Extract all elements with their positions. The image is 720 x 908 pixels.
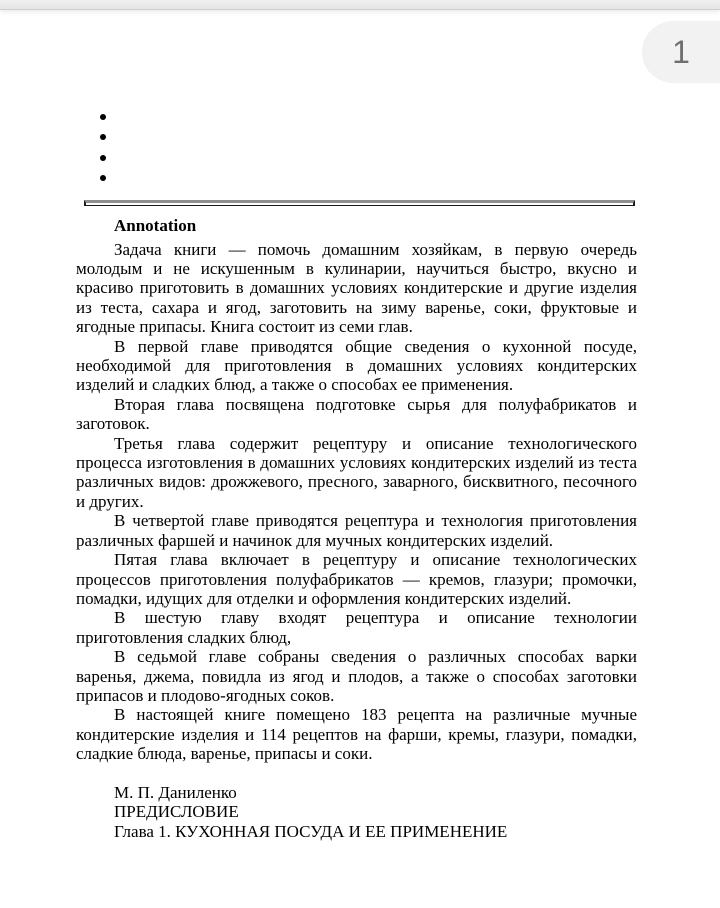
bullet-list <box>76 107 637 188</box>
top-status-bar <box>0 0 720 10</box>
list-item <box>76 148 637 168</box>
paragraph: В настоящей книге помещено 183 рецепта на различные мучные кондитерские изделия и 114 рецептов на фарши, кремы, глазури, помадки, сладкие блюда, варенье, припасы и соки. <box>76 705 637 764</box>
closing-line-chapter1: Глава 1. КУХОННАЯ ПОСУДА И ЕЕ ПРИМЕНЕНИЕ <box>114 821 508 841</box>
paragraph: Вторая глава посвящена подготовке сырья для полуфабрикатов и заготовок. <box>76 394 637 434</box>
bullet-icon <box>100 114 106 120</box>
list-item <box>76 127 637 147</box>
page-number: 1 <box>672 34 690 70</box>
paragraph: В первой главе приводятся общие сведения о кухонной посуде, необходимой для приготовления в домашних условиях кондитерских изделий и сладких блюд, а также о способах ее применения. <box>76 336 637 395</box>
paragraph: Задача книги — помочь домашним хозяйкам, в первую очередь молодым и не искушенным в кулинарии, научиться быстро, вкусно и красиво приготовить в домашних условиях кондитерские и другие изделия из теста, сахара и ягод, заготовить на зиму варенье, соки, фруктовые и ягодные припасы. Книга состоит из семи глав. <box>76 239 637 337</box>
closing-line-author: М. П. Даниленко <box>114 782 237 802</box>
bullet-icon <box>100 134 106 140</box>
closing-line-preface: ПРЕДИСЛОВИЕ <box>114 802 239 822</box>
paragraph: Пятая глава включает в рецептуру и описание технологических процессов приготовления полуфабрикатов — кремов, глазури; промочки, помадки, идущих для отделки и оформления кондитерских изделий. <box>76 550 637 608</box>
paragraph: В шестую главу входят рецептура и описание технологии приготовления сладких блюд, <box>76 608 637 647</box>
page-number-badge[interactable] <box>642 21 720 83</box>
list-item <box>76 107 637 127</box>
bullet-icon <box>100 175 106 181</box>
paragraph: Третья глава содержит рецептуру и описание технологического процесса изготовления в домашних условиях кондитерских изделий из теста различных видов: дрожжевого, пресного, заварного, бисквитного, песочного и других. <box>76 433 637 511</box>
paragraph: В седьмой главе собраны сведения о различных способах варки варенья, джема, повидла из ягод и плодов, а также о способах заготовки припасов и плодово-ягодных соков. <box>76 647 637 705</box>
section-divider <box>84 200 635 206</box>
list-item <box>76 168 637 188</box>
paragraph: В четвертой главе приводятся рецептура и технология приготовления различных фаршей и начинок для мучных кондитерских изделий. <box>76 511 637 550</box>
blank-line <box>76 764 637 783</box>
annotation-heading: Annotation <box>114 216 197 236</box>
book-page <box>76 9 637 841</box>
bullet-icon <box>100 155 106 161</box>
